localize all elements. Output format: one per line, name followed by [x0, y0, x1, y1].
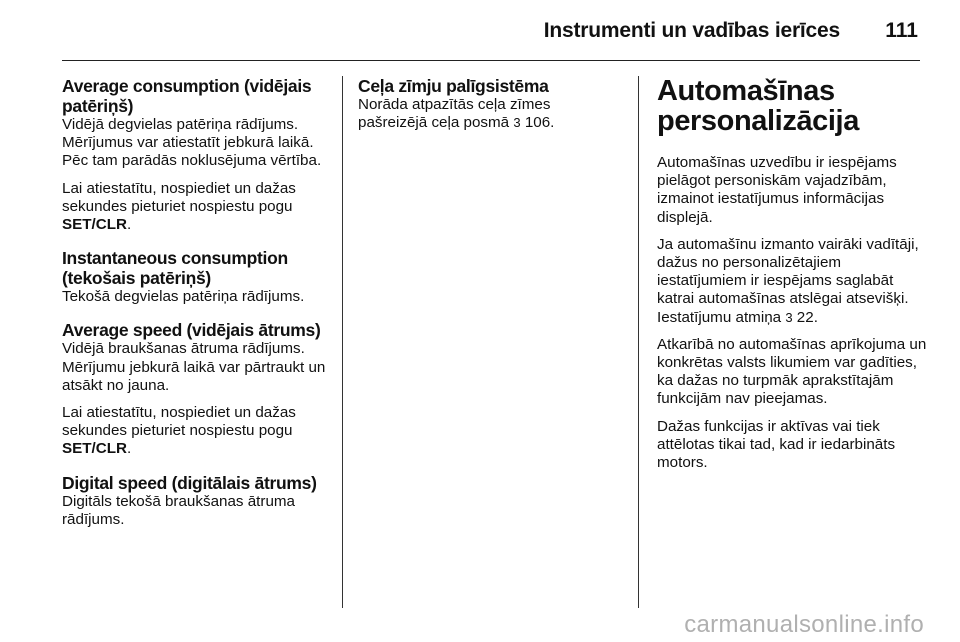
section-text-body: Norāda atpazītās ceļa zīmes pašreizējā ceļa posmā	[358, 96, 551, 132]
section-heading: Ceļa zīmju palīgsistēma	[358, 76, 549, 96]
page-number: 111	[885, 19, 918, 42]
column-divider	[638, 76, 639, 608]
section-text: Automašīnas uzvedību ir iespējams pielāgot personiskām vajadzībām, izmainot iestatījumus informācijas displejā.	[657, 154, 897, 226]
page-title: Instrumenti un vadības ierīces	[543, 19, 840, 42]
chapter-heading: Automašīnas personalizācija	[657, 75, 859, 137]
section-text: Dažas funkcijas ir aktīvas vai tiek attēlotas tikai tad, kad ir iedarbināts motors.	[657, 417, 896, 472]
section-text: Tekošā degvielas patēriņa rādījums.	[62, 288, 305, 306]
section-text-body: Ja automašīnu izmanto vairāki vadītāji, dažus no personalizētajiem iestatījumiem ir iespējams saglabāt katrai automašīnas atslēgai atsevišķi. Iestatījumu atmiņa	[657, 235, 919, 326]
section-average-speed	[62, 320, 334, 458]
column-right	[657, 76, 929, 481]
punctuation: .	[126, 216, 132, 234]
page-reference: 22.	[796, 308, 818, 326]
section-text: Vidējā degvielas patēriņa rādījums. Mērījumus var atiestatīt jebkurā laikā. Pēc tam parādās noklusējuma vērtība.	[62, 116, 322, 170]
instruction-text: Lai atiestatītu, nospiediet un dažas sekundes pieturiet nospiestu pogu	[62, 179, 296, 215]
section-average-consumption	[62, 76, 334, 234]
section-heading: Average speed (vidējais ātrums)	[62, 320, 321, 341]
section-heading: Digital speed (digitālais ātrums)	[62, 472, 317, 493]
page-reference: 106.	[524, 114, 555, 132]
section-text	[657, 236, 929, 327]
section-text	[62, 404, 334, 459]
column-middle	[358, 76, 620, 141]
page-header	[62, 0, 920, 61]
section-heading: Average consumption (vidējais patēriņš)	[62, 76, 312, 116]
button-name: SET/CLR	[62, 440, 127, 458]
page-reference-icon: 3	[785, 309, 793, 325]
punctuation: .	[126, 440, 132, 458]
section-text	[358, 96, 620, 132]
section-instantaneous-consumption	[62, 248, 334, 306]
section-text	[62, 180, 334, 235]
section-heading: Instantaneous consumption (tekošais patēriņš)	[62, 248, 288, 289]
section-text: Vidējā braukšanas ātruma rādījums. Mērījumu jebkurā laikā var pārtraukt un atsākt no jauna.	[62, 340, 326, 394]
button-name: SET/CLR	[62, 216, 127, 234]
section-text: Digitāls tekošā braukšanas ātruma rādījums.	[62, 492, 295, 528]
section-text: Atkarībā no automašīnas aprīkojuma un konkrētas valsts likumiem var gadīties, ka dažas no turpmāk aprakstītajām funkcijām nav pieejamas.	[657, 335, 927, 408]
column-left	[62, 76, 334, 543]
column-divider	[342, 76, 343, 608]
section-digital-speed	[62, 473, 334, 529]
page-reference-icon: 3	[513, 115, 521, 131]
watermark: carmanualsonline.info	[684, 611, 924, 638]
instruction-text: Lai atiestatītu, nospiediet un dažas sekundes pieturiet nospiestu pogu	[62, 404, 296, 440]
